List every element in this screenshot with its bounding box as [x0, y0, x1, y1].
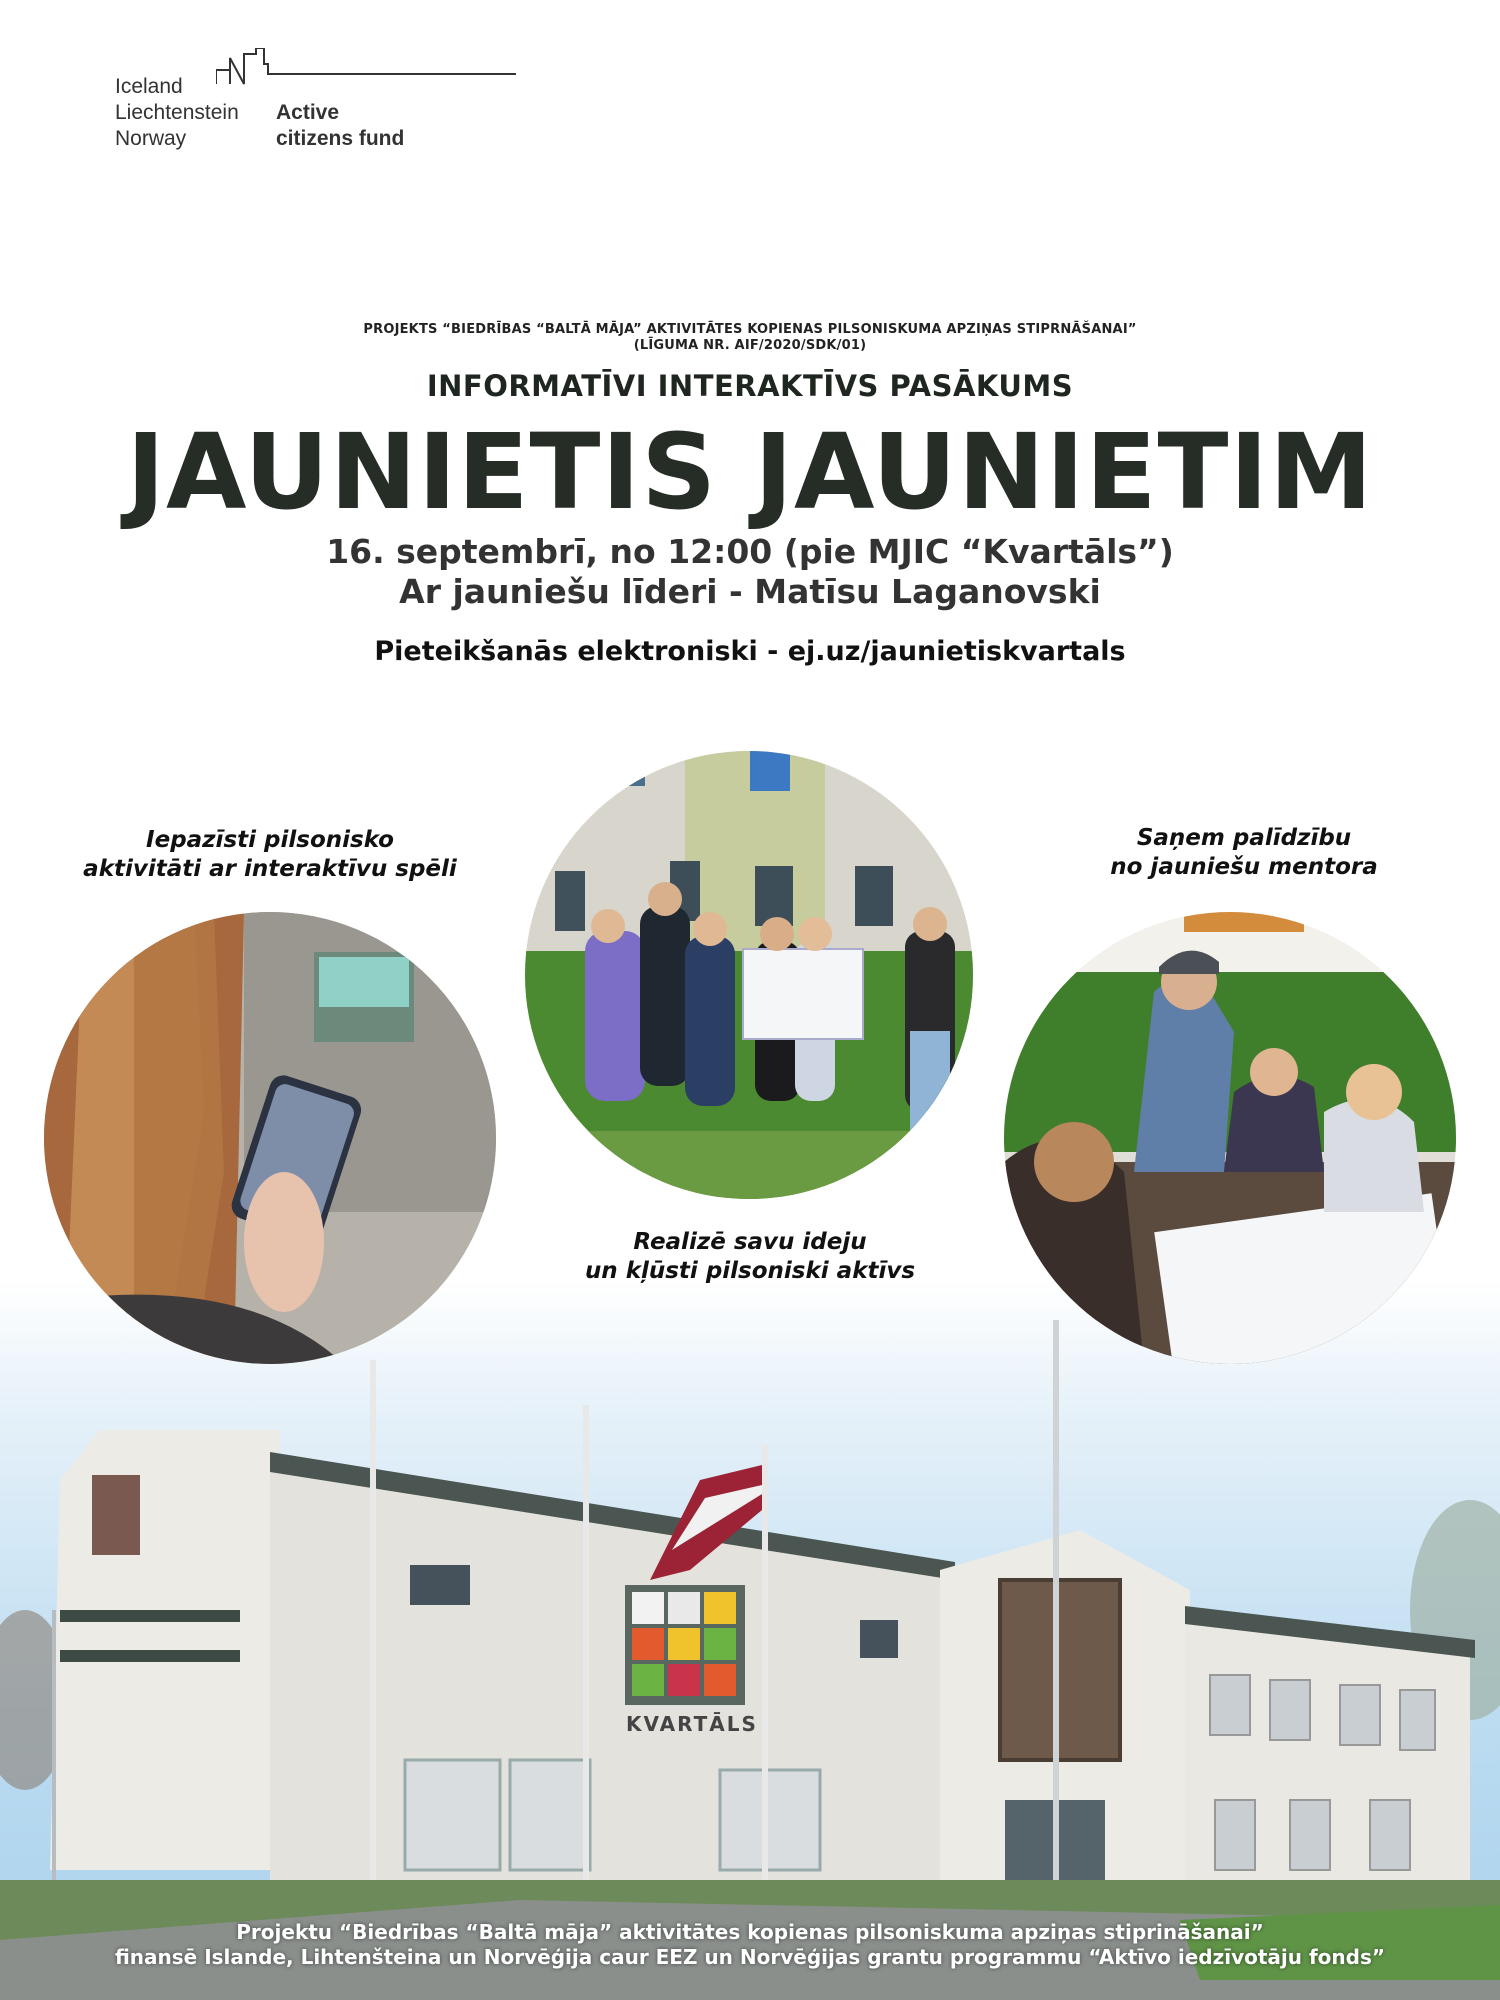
funding-line1: Projektu “Biedrības “Baltā māja” aktivitātes kopienas pilsoniskuma apziņas stiprināšanai”: [236, 1920, 1264, 1944]
caption-right-line1: Saņem palīdzību: [1136, 825, 1352, 851]
caption-realize-idea: [520, 1228, 980, 1286]
funding-statement: [0, 1920, 1500, 1970]
active-citizens-fund-logo: [115, 48, 415, 158]
event-subtitle: INFORMATĪVI INTERAKTĪVS PASĀKUMS: [426, 369, 1074, 403]
signup-link[interactable]: Pieteikšanās elektroniski - ej.uz/jaunietiskvartals: [374, 636, 1126, 667]
logo-fund-line1: Active: [276, 101, 340, 124]
logo-fund-name: [276, 100, 404, 152]
project-name: PROJEKTS “BIEDRĪBAS “BALTĀ MĀJA” AKTIVITĀTES KOPIENAS PILSONISKUMA APZIŅAS STIPRNĀŠANAI”: [363, 322, 1137, 337]
caption-interactive-game: [40, 826, 500, 884]
logo-skyline-icon: [216, 48, 516, 88]
funding-line2: finansē Islande, Lihtenšteina un Norvēģija caur EEZ un Norvēģijas grantu programmu “Aktīvo iedzīvotāju fonds”: [114, 1945, 1386, 1969]
caption-mentor-help: [1034, 824, 1454, 882]
event-leader: Ar jauniešu līderi - Matīsu Laganovski: [399, 572, 1101, 611]
caption-center-line2: un kļūsti pilsoniski aktīvs: [584, 1258, 916, 1284]
building-photo: [0, 1280, 1500, 2000]
photo-phone-game: [44, 912, 496, 1364]
event-title: JAUNIETIS JAUNIETIM: [126, 411, 1374, 533]
project-description: [0, 322, 1500, 354]
logo-country-norway: Norway: [115, 127, 187, 150]
logo-country-iceland: Iceland: [115, 75, 183, 98]
logo-country-liechtenstein: Liechtenstein: [115, 101, 239, 124]
contract-number: (LĪGUMA NR. AIF/2020/SDK/01): [633, 338, 867, 353]
logo-fund-line2: citizens fund: [276, 127, 405, 150]
logo-countries: [115, 74, 239, 152]
caption-left-line1: Iepazīsti pilsonisko: [146, 827, 394, 853]
caption-center-line1: Realizē savu ideju: [633, 1229, 867, 1255]
photo-youth-group: [525, 751, 973, 1199]
photo-mentor-help: [1004, 912, 1456, 1364]
caption-right-line2: no jauniešu mentora: [1110, 854, 1378, 880]
event-date-location: 16. septembrī, no 12:00 (pie MJIC “Kvartāls”): [326, 532, 1174, 571]
caption-left-line2: aktivitāti ar interaktīvu spēli: [83, 856, 457, 882]
building-sign-text: KVARTĀLS: [626, 1712, 758, 1736]
